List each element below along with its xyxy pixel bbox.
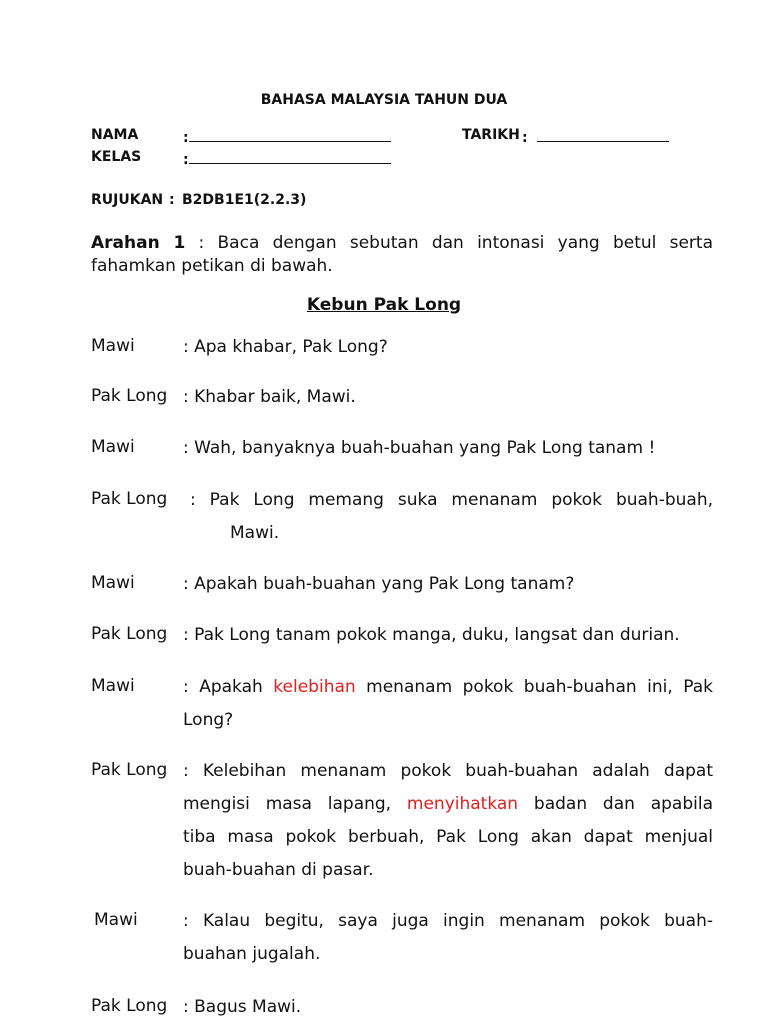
dialogue-line-continued: tiba masa pokok berbuah, Pak Long akan dapat menjual	[183, 827, 713, 847]
dialogue-line: : Bagus Mawi.	[183, 997, 302, 1017]
highlight-word: kelebihan	[273, 677, 356, 697]
dialogue-line: : Wah, banyaknya buah-buahan yang Pak Long tanam !	[183, 438, 656, 458]
dialogue-text: menanam pokok buah-buahan ini, Pak	[355, 677, 713, 697]
speaker-mawi: Mawi	[91, 573, 135, 593]
tarikh-label: TARIKH	[462, 127, 520, 143]
speaker-mawi: Mawi	[94, 910, 138, 930]
dialogue-line: : Khabar baik, Mawi.	[183, 387, 356, 407]
speaker-pak-long: Pak Long	[91, 489, 168, 509]
nama-field	[183, 127, 391, 146]
tarikh-colon: :	[522, 130, 528, 146]
story-title: Kebun Pak Long	[306, 295, 462, 315]
dialogue-line-continued: buah-buahan di pasar.	[183, 860, 374, 880]
speaker-pak-long: Pak Long	[91, 760, 168, 780]
dialogue-line: : Apakah buah-buahan yang Pak Long tanam?	[183, 574, 575, 594]
highlight-word: menyihatkan	[406, 794, 519, 814]
kelas-label: KELAS	[91, 149, 142, 165]
page-title: BAHASA MALAYSIA TAHUN DUA	[260, 92, 508, 108]
speaker-mawi: Mawi	[91, 676, 135, 696]
speaker-mawi: Mawi	[91, 336, 135, 356]
dialogue-line: : Kalau begitu, saya juga ingin menanam pokok buah-	[183, 911, 713, 931]
nama-label: NAMA	[91, 127, 139, 143]
dialogue-text: mengisi masa lapang,	[183, 794, 407, 814]
dialogue-text: badan dan apabila	[518, 794, 713, 814]
rujukan-value: B2DB1E1(2.2.3)	[182, 192, 307, 208]
instruction: Arahan 1 : Baca dengan sebutan dan intonasi yang betul serta fahamkan petikan di bawah.	[91, 233, 713, 276]
instruction-label: Arahan 1	[91, 233, 186, 253]
kelas-blank	[189, 149, 391, 164]
dialogue-line: : Kelebihan menanam pokok buah-buahan adalah dapat	[183, 761, 713, 781]
kelas-colon: :	[183, 152, 189, 168]
rujukan-colon: :	[169, 192, 175, 208]
dialogue-line-continued	[183, 788, 713, 821]
dialogue-line-continued: Long?	[183, 710, 234, 730]
dialogue-line	[183, 671, 713, 704]
dialogue-line: : Pak Long tanam pokok manga, duku, langsat dan durian.	[183, 625, 680, 645]
kelas-field	[183, 149, 391, 168]
speaker-pak-long: Pak Long	[91, 386, 168, 406]
nama-blank	[189, 127, 391, 142]
dialogue-line: : Pak Long memang suka menanam pokok buah-buah,	[190, 490, 713, 510]
speaker-mawi: Mawi	[91, 437, 135, 457]
speaker-pak-long: Pak Long	[91, 624, 168, 644]
tarikh-field	[522, 127, 669, 146]
dialogue-line-continued: buahan jugalah.	[183, 944, 321, 964]
instruction-text: Baca dengan sebutan dan intonasi yang betul serta fahamkan petikan di bawah.	[91, 233, 713, 276]
dialogue-line: : Apa khabar, Pak Long?	[183, 337, 388, 357]
dialogue-line-continued: Mawi.	[230, 523, 280, 543]
tarikh-blank	[537, 127, 669, 142]
nama-colon: :	[183, 130, 189, 146]
speaker-pak-long: Pak Long	[91, 996, 168, 1016]
dialogue-text: : Apakah	[183, 677, 274, 697]
rujukan-label: RUJUKAN	[91, 192, 164, 208]
